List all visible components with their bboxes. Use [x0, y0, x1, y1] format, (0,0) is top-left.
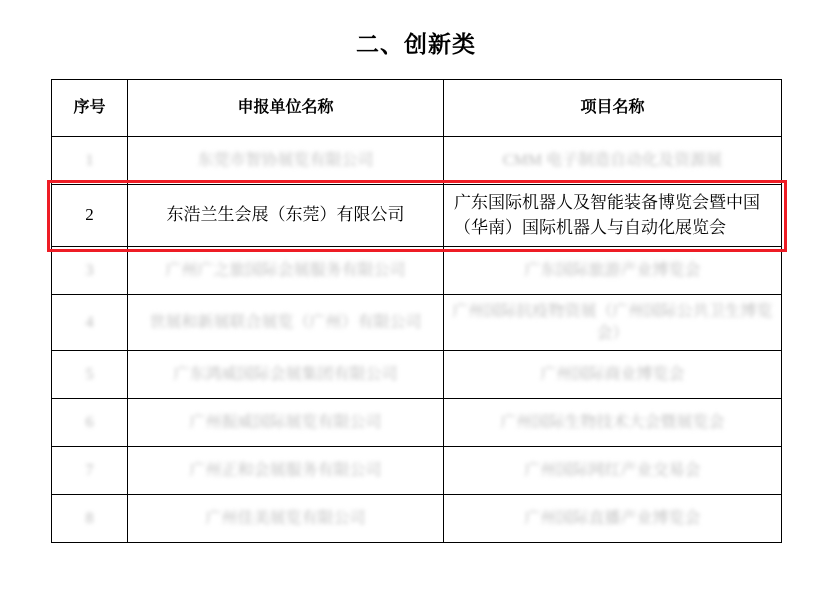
document-page: [0, 26, 832, 604]
cell-unit: 东莞市智协展览有限公司: [128, 137, 444, 185]
cell-project: CMM 电子制造自动化及资源展: [444, 137, 782, 185]
table-row: [52, 495, 782, 543]
cell-index: 4: [52, 295, 128, 351]
cell-unit: 广州佳美展览有限公司: [128, 495, 444, 543]
column-header-index: 序号: [52, 80, 128, 137]
cell-unit: 广州广之旅国际会展服务有限公司: [128, 247, 444, 295]
page-title: 二、创新类: [356, 31, 476, 57]
cell-index: 5: [52, 351, 128, 399]
table-row: [52, 295, 782, 351]
cell-index: 7: [52, 447, 128, 495]
cell-project: 广东国际机器人及智能装备博览会暨中国（华南）国际机器人与自动化展览会: [444, 185, 782, 247]
cell-unit: 世展和新展联合展览（广州）有限公司: [128, 295, 444, 351]
table-body: [52, 137, 782, 543]
cell-index: 6: [52, 399, 128, 447]
table-header-row: [52, 80, 782, 137]
cell-project: 广州国际网红产业交易会: [444, 447, 782, 495]
cell-project: 广州国际直播产业博览会: [444, 495, 782, 543]
table-row: [52, 351, 782, 399]
cell-project: 广州国际生物技术大会暨展览会: [444, 399, 782, 447]
cell-unit: 东浩兰生会展（东莞）有限公司: [128, 185, 444, 247]
table-row: [52, 399, 782, 447]
table-row: [52, 247, 782, 295]
cell-index: 3: [52, 247, 128, 295]
column-header-project: 项目名称: [444, 80, 782, 137]
cell-index: 1: [52, 137, 128, 185]
cell-project: 广东国际旅游产业博览会: [444, 247, 782, 295]
cell-project: 广州国际抗疫物资展（广州国际公共卫生博览会）: [444, 295, 782, 351]
cell-project: 广州国际商业博览会: [444, 351, 782, 399]
table-container: [51, 79, 781, 543]
table-row: [52, 137, 782, 185]
cell-index: 2: [52, 185, 128, 247]
cell-unit: 广州振威国际展览有限公司: [128, 399, 444, 447]
table-head: [52, 80, 782, 137]
applicants-table: [51, 79, 782, 543]
cell-index: 8: [52, 495, 128, 543]
table-row-highlighted: [52, 185, 782, 247]
table-row: [52, 447, 782, 495]
cell-unit: 广州正和会展服务有限公司: [128, 447, 444, 495]
column-header-unit: 申报单位名称: [128, 80, 444, 137]
cell-unit: 广东鸿威国际会展集团有限公司: [128, 351, 444, 399]
